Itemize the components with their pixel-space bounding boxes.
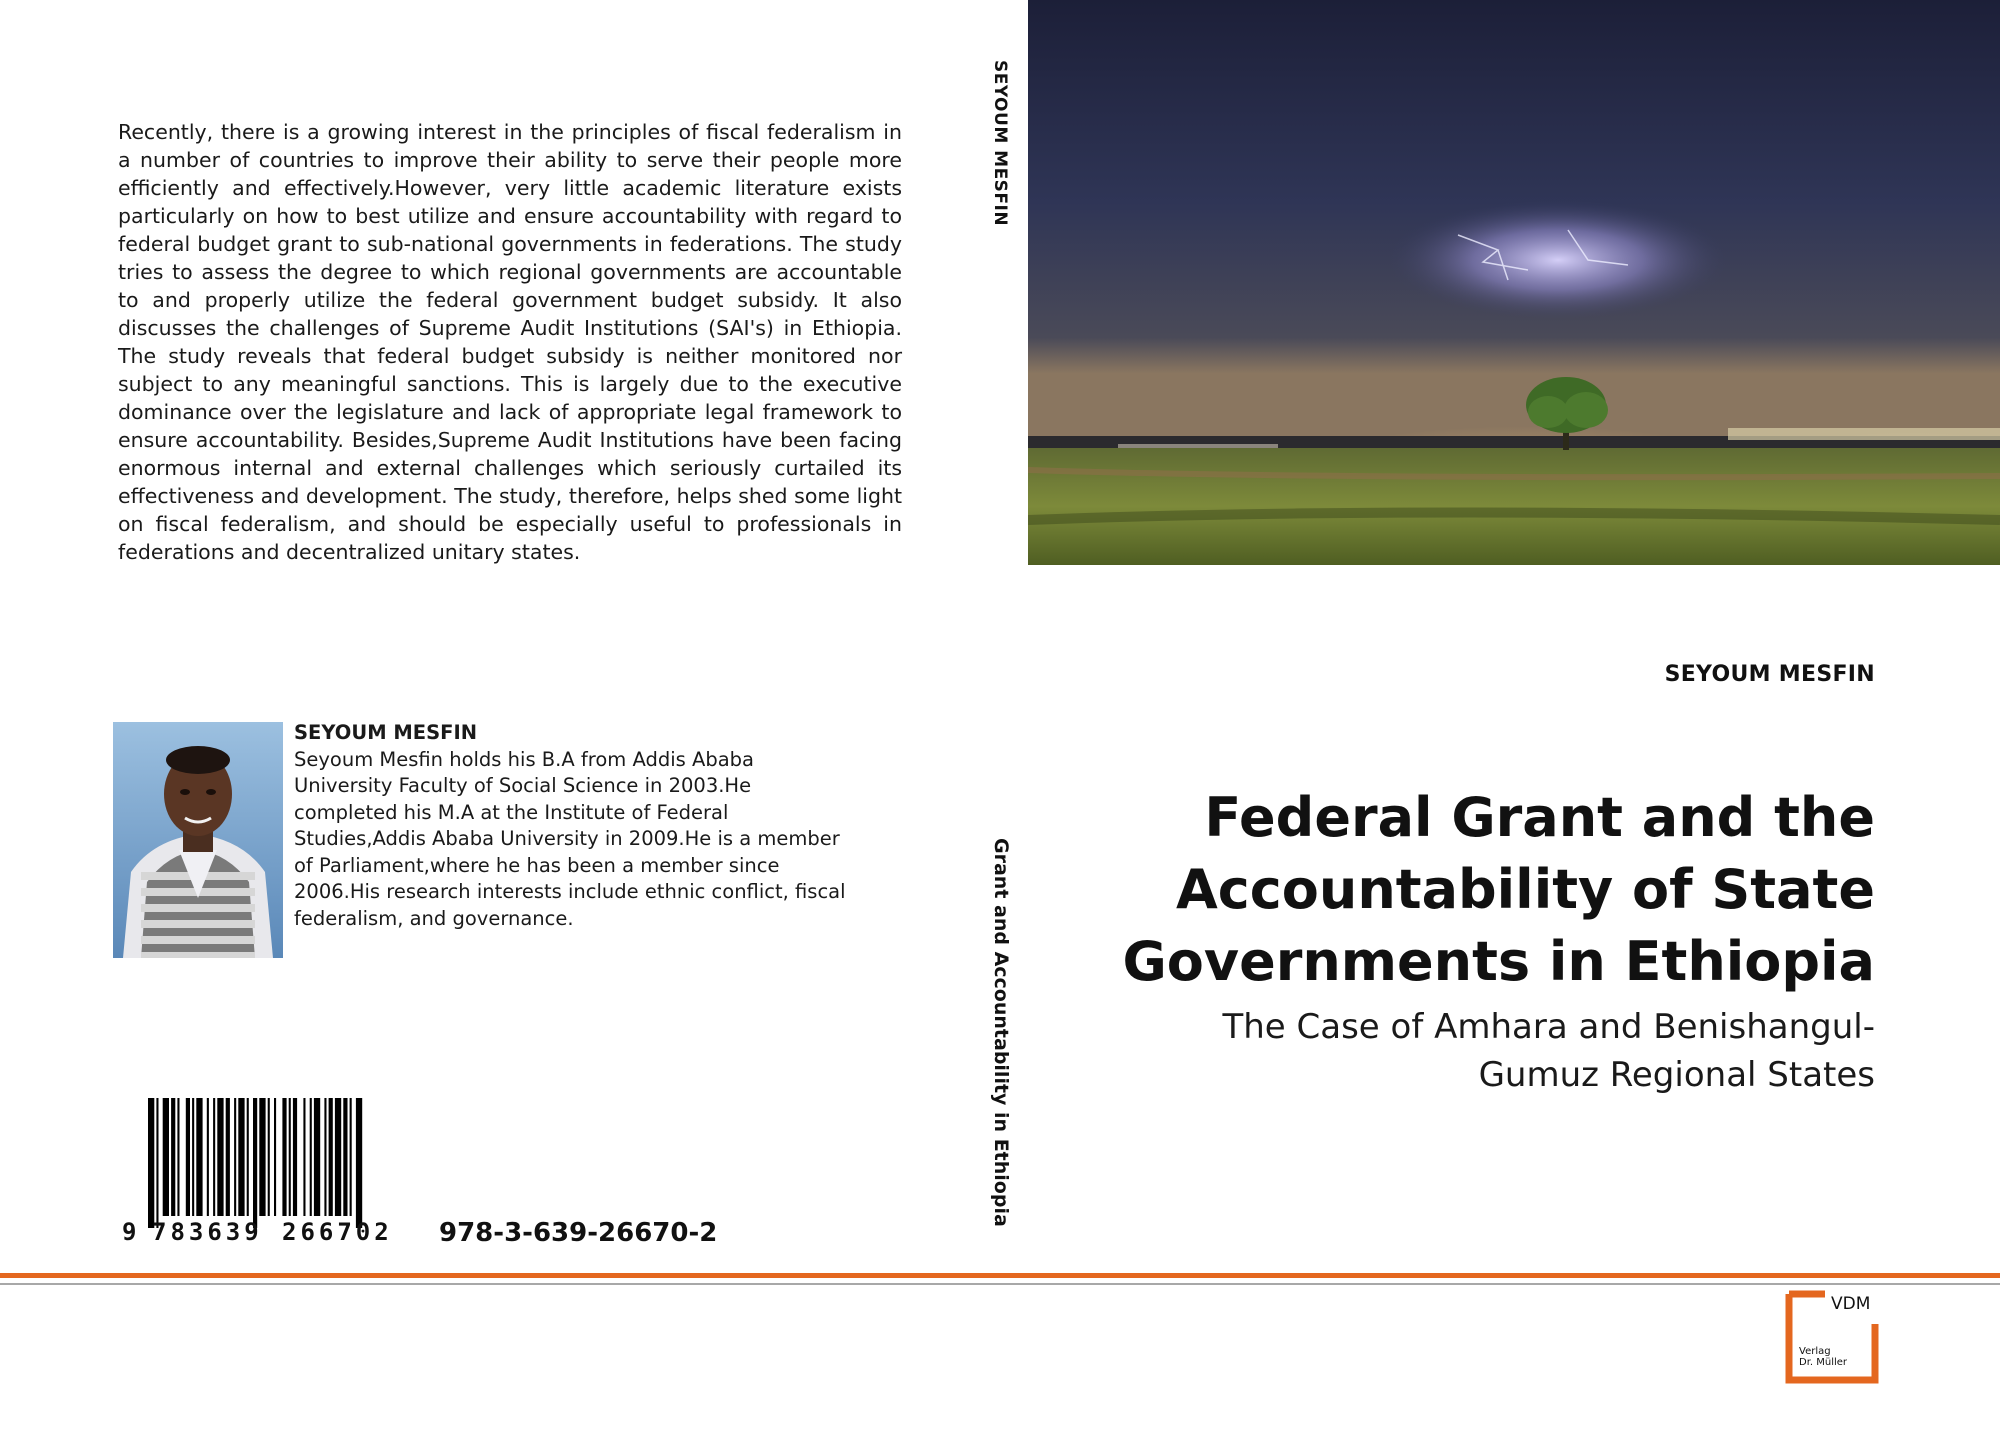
publisher-logo (1785, 1290, 1879, 1384)
barcode-digit-first: 9 (122, 1218, 137, 1246)
barcode-bar (186, 1098, 190, 1216)
cover-photo-lightning-landscape (1028, 0, 2000, 565)
barcode-bar (177, 1098, 179, 1216)
barcode-bar (238, 1098, 244, 1216)
barcode-bar (207, 1098, 209, 1216)
barcode-bar (217, 1098, 223, 1216)
barcode-bar (293, 1098, 297, 1216)
barcode-bar (282, 1098, 286, 1216)
back-cover-blurb: Recently, there is a growing interest in the principles of fiscal federalism in a number of countries to improve their ability to serve their people more efficiently and effectively.However, very little academic literature exists particularly on how to best utilize and ensure accountability with regard to federal budget grant to sub-national governments in federations. The study tries to assess the degree to which regional governments are accountable to and properly utilize the federal government budget subsidy. It also discusses the challenges of Supreme Audit Institutions (SAI's) in Ethiopia. The study reveals that federal budget subsidy is neither monitored nor subject to any meaningful sanctions. This is largely due to the executive dominance over the legislature and lack of appropriate legal framework to ensure accountability. Besides,Supreme Audit Institutions have been facing enormous internal and external challenges which seriously curtailed its effectiveness and development. The study, therefore, helps shed some light on fiscal federalism, and should be especially useful to professionals in federations and decentralized unitary states. (118, 120, 902, 564)
barcode-bar (259, 1098, 265, 1216)
author-bio-text: Seyoum Mesfin holds his B.A from Addis Ababa University Faculty of Social Science in 2003.He completed his M.A at the Institute of Federal Studies,Addis Ababa University in 2009.He is a member of Parliament,where he has been a member since 2006.His research interests include ethnic conflict, fiscal federalism, and governance. (294, 747, 846, 930)
isbn-barcode (110, 1098, 410, 1246)
publisher-dr-muller: Dr. Müller (1799, 1357, 1848, 1368)
barcode-bar (213, 1098, 215, 1216)
publisher-logo-subtext (1799, 1346, 1847, 1368)
barcode-bar (196, 1098, 202, 1216)
barcode-bar (310, 1098, 312, 1216)
barcode-bar (171, 1098, 175, 1216)
publisher-verlag: Verlag (1799, 1346, 1831, 1357)
front-author: SEYOUM MESFIN (1664, 662, 1875, 687)
book-subtitle: The Case of Amhara and Benishangul-Gumuz Regional States (1222, 1007, 1875, 1095)
isbn-number: 978-3-639-26670-2 (439, 1218, 718, 1248)
barcode-bar (226, 1098, 230, 1216)
barcode-bar (335, 1098, 341, 1216)
barcode-bar (247, 1098, 249, 1216)
barcode-bar (356, 1098, 362, 1228)
barcode-bar (314, 1098, 320, 1216)
barcode-bar (329, 1098, 333, 1216)
gray-divider (0, 1283, 2000, 1285)
spine-title: Grant and Accountability in Ethiopia (990, 838, 1012, 1227)
barcode-bar (303, 1098, 305, 1216)
barcode-bar (156, 1098, 158, 1228)
barcode-bar (234, 1098, 236, 1216)
publisher-logo-text: VDM (1831, 1294, 1871, 1314)
barcode-bar (163, 1098, 169, 1216)
barcode-bar (192, 1098, 194, 1216)
barcode-bar (274, 1098, 276, 1216)
barcode-bar (148, 1098, 154, 1228)
barcode-bar (253, 1098, 257, 1228)
barcode-bar (268, 1098, 270, 1216)
author-bio-name: SEYOUM MESFIN (294, 721, 478, 744)
author-bio-block (294, 720, 854, 932)
spine-author: SEYOUM MESFIN (990, 60, 1010, 227)
barcode-bar (289, 1098, 291, 1216)
author-photo (113, 722, 283, 958)
barcode-bar (324, 1098, 326, 1216)
barcode-bar (350, 1098, 352, 1216)
orange-divider (0, 1273, 2000, 1278)
book-title: Federal Grant and the Accountability of State Governments in Ethiopia (1122, 786, 1875, 993)
barcode-bar (343, 1098, 347, 1216)
barcode-digits-right: 266702 (282, 1218, 393, 1246)
barcode-digits-left: 783639 (152, 1218, 263, 1246)
